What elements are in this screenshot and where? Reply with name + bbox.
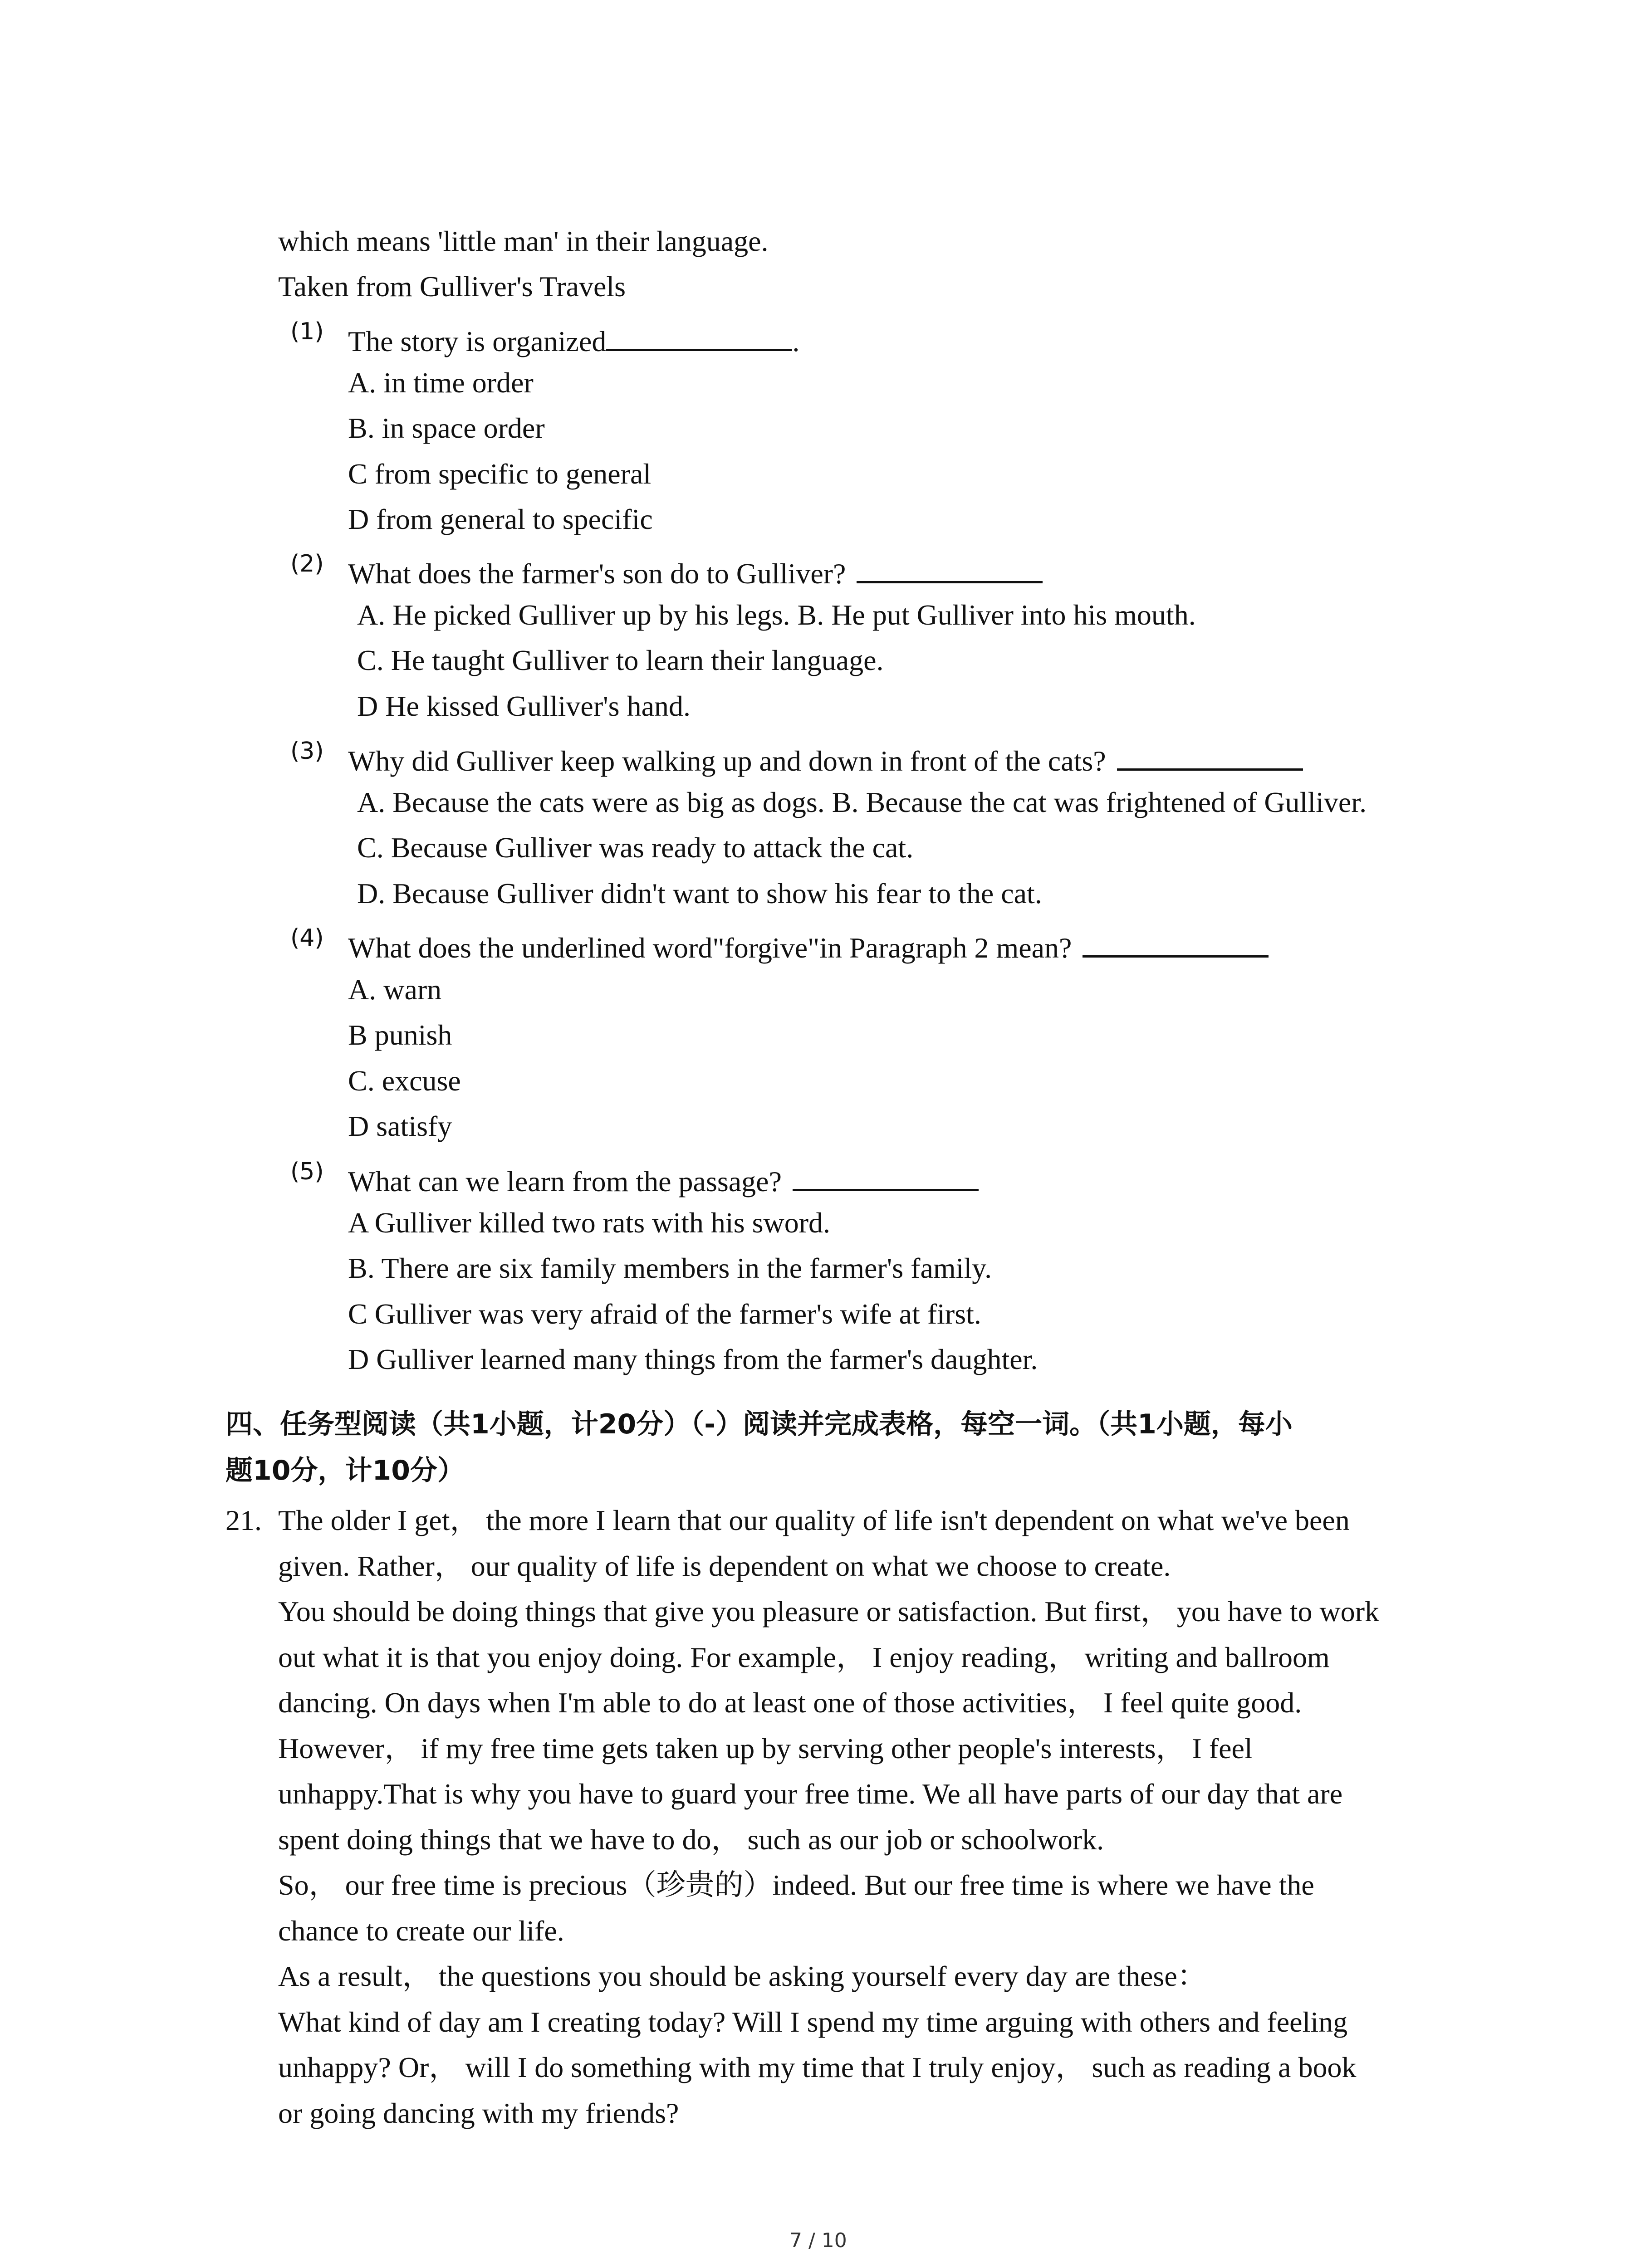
option[interactable]: A. warn [348,973,442,1006]
passage-line: spent doing things that we have to do， such as our job or schoolwork. [278,1823,1104,1856]
question-stem: What does the underlined word"forgive"in Paragraph 2 mean? [348,929,1269,963]
passage-line: unhappy? Or， will I do something with my time that I truly enjoy， such as reading a book [278,2051,1357,2083]
option[interactable]: C from specific to general [348,458,652,490]
passage-line: unhappy.That is why you have to guard your free time. We all have parts of our day that are [278,1778,1343,1810]
option[interactable]: C. Because Gulliver was ready to attack the cat. [357,831,914,864]
question-number: (2) [290,550,324,577]
passage-line: The older I get， the more I learn that our quality of life isn't dependent on what we've been [278,1504,1350,1536]
option[interactable]: D satisfy [348,1110,452,1142]
passage-source: Taken from Gulliver's Travels [278,270,626,303]
option[interactable]: B punish [348,1019,452,1051]
question-stem: What does the farmer's son do to Gulliver? [348,555,1043,588]
question-number: (5) [290,1158,324,1185]
option[interactable]: B. There are six family members in the farmer's family. [348,1252,992,1284]
section-heading: 四、任务型阅读（共1小题，计20分）（-）阅读并完成表格，每空一词。（共1小题，每小 [225,1408,1293,1440]
option[interactable]: D He kissed Gulliver's hand. [357,690,691,722]
passage-line: out what it is that you enjoy doing. For example， I enjoy reading， writing and ballroom [278,1641,1330,1673]
answer-blank[interactable] [606,323,792,351]
passage-line: What kind of day am I creating today? Will I spend my time arguing with others and feeling [278,2006,1348,2038]
question-number: (3) [290,738,324,765]
question-number: (1) [290,318,324,345]
option[interactable]: C. excuse [348,1065,461,1097]
option[interactable]: A. He picked Gulliver up by his legs. B. He put Gulliver into his mouth. [357,599,1196,631]
option[interactable]: C. He taught Gulliver to learn their language. [357,644,884,676]
answer-blank[interactable] [1117,742,1303,771]
passage-line: You should be doing things that give you pleasure or satisfaction. But first， you have to work [278,1595,1379,1628]
option[interactable]: D from general to specific [348,503,653,535]
option[interactable]: B. in space order [348,412,545,444]
passage-line: which means 'little man' in their language. [278,225,769,257]
section-heading: 题10分，计10分） [225,1455,465,1486]
page-number: 7 / 10 [789,2229,847,2252]
question-stem: Why did Gulliver keep walking up and down in front of the cats? [348,742,1303,776]
passage-line: As a result， the questions you should be asking yourself every day are these： [278,1960,1206,1992]
answer-blank[interactable] [857,555,1043,583]
question-stem: What can we learn from the passage? [348,1163,979,1196]
passage-line: dancing. On days when I'm able to do at least one of those activities， I feel quite good. [278,1686,1302,1719]
question-number: (4) [290,924,324,952]
answer-blank[interactable] [1083,929,1269,958]
option[interactable]: A. in time order [348,367,534,399]
option[interactable]: D. Because Gulliver didn't want to show his fear to the cat. [357,877,1042,909]
option[interactable]: A. Because the cats were as big as dogs. B. Because the cat was frightened of Gulliver. [357,786,1367,818]
passage-line: given. Rather， our quality of life is dependent on what we choose to create. [278,1550,1171,1582]
question-number: 21. [225,1504,262,1536]
option[interactable]: A Gulliver killed two rats with his sword. [348,1207,831,1239]
passage-line: chance to create our life. [278,1915,564,1947]
passage-line: or going dancing with my friends? [278,2097,679,2129]
answer-blank[interactable] [793,1163,979,1191]
question-stem: The story is organized . [348,323,799,356]
passage-line: However， if my free time gets taken up by serving other people's interests， I feel [278,1732,1253,1765]
option[interactable]: C Gulliver was very afraid of the farmer's wife at first. [348,1298,981,1330]
passage-line: So， our free time is precious（珍贵的）indeed. But our free time is where we have the [278,1869,1314,1901]
option[interactable]: D Gulliver learned many things from the farmer's daughter. [348,1343,1038,1375]
